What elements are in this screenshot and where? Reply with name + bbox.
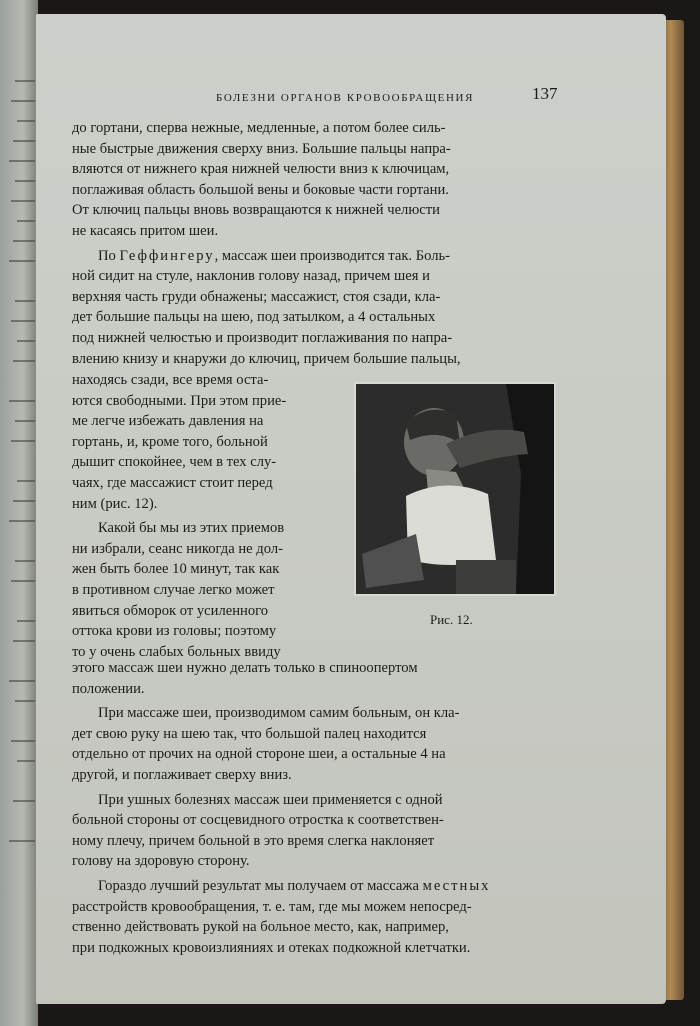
massage-photo-illustration — [356, 384, 554, 594]
text-line: жен быть более 10 минут, так как — [72, 561, 280, 578]
text-line: голову на здоровую сторону. — [72, 853, 250, 870]
text-line: ются свободными. При этом прие- — [72, 392, 287, 409]
text-line: дет свою руку на шею так, что большой палец находится — [72, 725, 427, 742]
text-line: При массаже шеи, производимом самим больным, он кла- — [98, 705, 460, 722]
text-line: поглаживая область большой вены и боковые части гортани. — [72, 181, 449, 198]
previous-page-edge — [0, 0, 38, 1026]
text-line: От ключиц пальцы вновь возвращаются к нижней челюсти — [72, 202, 440, 219]
figure-photo — [354, 382, 556, 596]
text-line: то у очень слабых больных ввиду — [72, 643, 281, 660]
text-fragment: Гораздо лучший результат мы получаем от массажа — [98, 877, 423, 894]
text-line: до гортани, сперва нежные, медленные, а потом более силь- — [72, 120, 446, 136]
text-line: Какой бы мы из этих приемов — [98, 520, 285, 537]
text-fragment: , массаж шеи производится так. Боль- — [214, 247, 451, 264]
text-line: дет большие пальцы на шею, под затылком, а 4 остальных — [72, 309, 436, 326]
text-line: этого массаж шеи нужно делать только в спиноопертом — [72, 660, 418, 676]
text-line: чаях, где массажист стоит перед — [72, 474, 273, 491]
text-line: ме легче избежать давления на — [72, 413, 264, 430]
author-name: Геффингеру — [119, 247, 215, 264]
paragraph-hoffinger — [72, 246, 592, 267]
text-line: в противном случае легко может — [72, 581, 275, 598]
running-header: БОЛЕЗНИ ОРГАНОВ КРОВООБРАЩЕНИЯ — [216, 92, 475, 104]
body-text-top — [72, 118, 592, 369]
text-line: ни избрали, сеанс никогда не дол- — [72, 540, 283, 557]
text-line: не касаясь притом шеи. — [72, 222, 219, 239]
paragraph-local-disorders — [72, 876, 592, 897]
text-line: отдельно от прочих на одной стороне шеи, а остальные 4 на — [72, 746, 446, 763]
text-line: явиться обморок от усиленного — [72, 602, 269, 619]
text-line: дышит спокойнее, чем в тех слу- — [72, 454, 277, 471]
figure-caption: Рис. 12. — [430, 612, 473, 627]
text-fragment: По — [98, 247, 120, 264]
text-line: положении. — [72, 680, 145, 697]
text-line: при подкожных кровоизлияниях и отеках подкожной клетчатки. — [72, 939, 471, 956]
text-line: гортань, и, кроме того, больной — [72, 433, 268, 450]
body-text-column — [72, 370, 340, 662]
text-line: ним (рис. 12). — [72, 495, 158, 512]
text-line: оттока крови из головы; поэтому — [72, 623, 277, 640]
text-line: ному плечу, причем больной в это время слегка наклоняет — [72, 832, 435, 849]
emphasized-word: местных — [422, 877, 491, 894]
book-page — [36, 14, 666, 1004]
text-line: ственно действовать рукой на больное место, как, например, — [72, 919, 449, 936]
text-line: ной сидит на стуле, наклонив голову назад, причем шея и — [72, 268, 430, 285]
text-line: вляются от нижнего края нижней челюсти вниз к ключицам, — [72, 161, 450, 178]
text-line: влению книзу и кнаружи до ключиц, причем большие пальцы, — [72, 350, 461, 367]
text-line: находясь сзади, все время оста- — [72, 372, 269, 388]
text-line: другой, и поглаживает сверху вниз. — [72, 766, 292, 783]
page-number: 137 — [532, 84, 558, 103]
text-line: расстройств кровообращения, т. е. там, где мы можем непосред- — [72, 898, 472, 915]
text-line: При ушных болезнях массаж шеи применяется с одной — [98, 791, 443, 808]
body-text-bottom — [72, 658, 592, 958]
text-line: больной стороны от сосцевидного отростка к соответствен- — [72, 812, 444, 829]
text-line: под нижней челюстью и производит поглаживания по напра- — [72, 329, 453, 346]
text-line: верхняя часть груди обнажены; массажист, стоя сзади, кла- — [72, 288, 441, 305]
text-line: ные быстрые движения сверху вниз. Большие пальцы напра- — [72, 140, 451, 157]
